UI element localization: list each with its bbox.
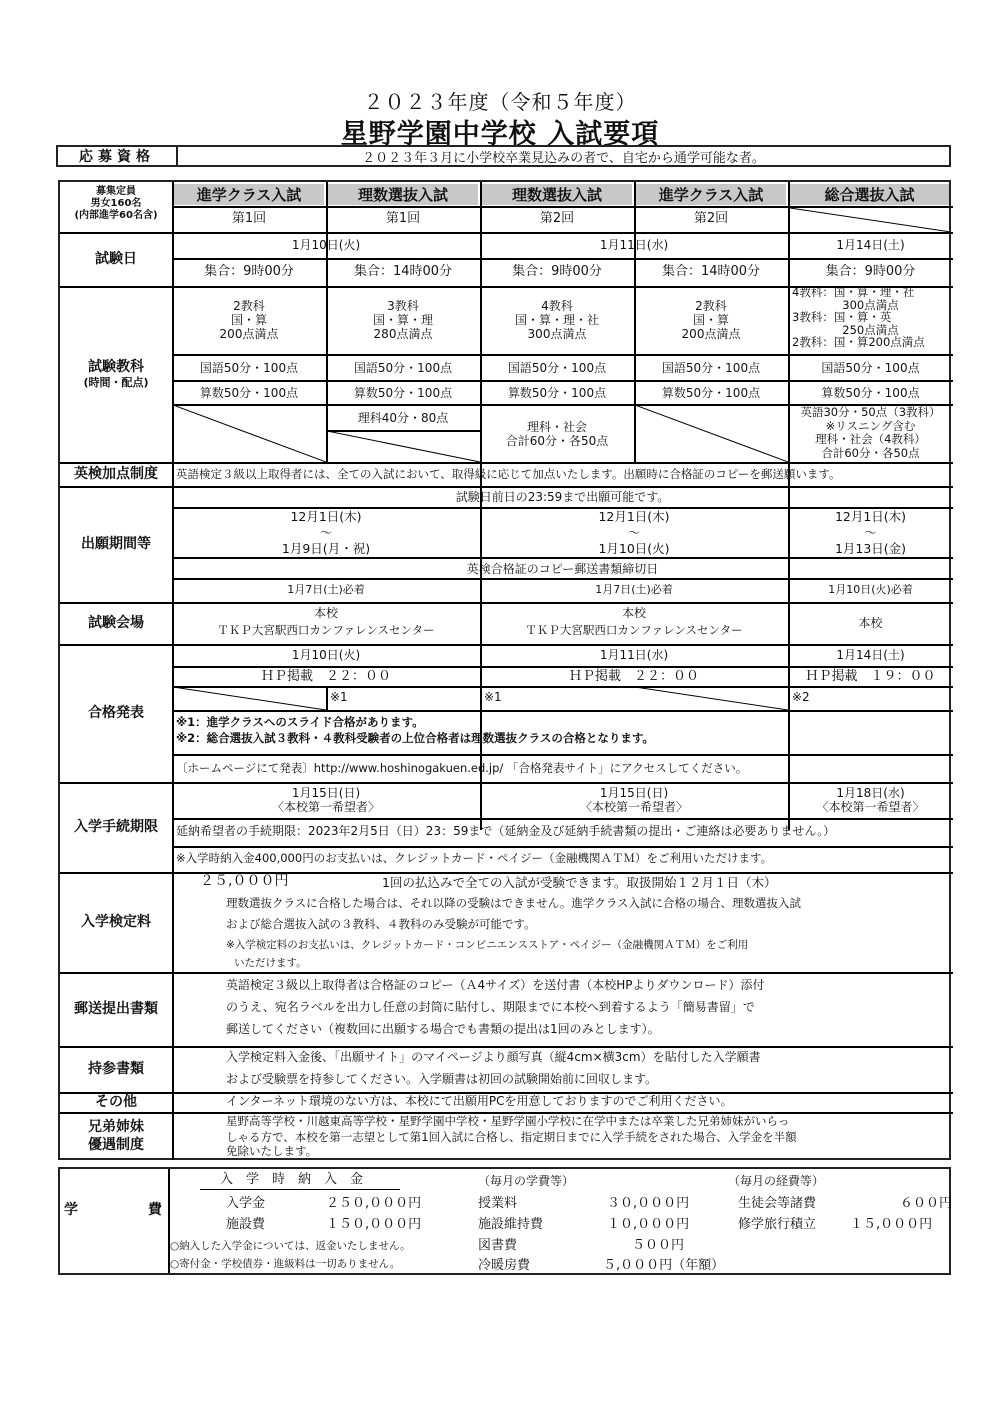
fee-line-4: いただけます。 [234, 957, 307, 969]
document-year-title: ２０２３年度（令和５年度） [363, 90, 637, 114]
result-time-3: ＨＰ掲載 １９：００ [805, 669, 936, 684]
entrance-item-name-2: 施設費 [226, 1217, 266, 1232]
fee-amount: ２５,０００円 [200, 873, 289, 889]
math-5: 算数50分・100点 [821, 386, 920, 400]
math-4: 算数50分・100点 [661, 386, 761, 400]
exam-round-2: 第1回 [385, 211, 421, 226]
qualification-row [56, 145, 951, 167]
exam-date-2: 1月11日(水) [599, 238, 669, 252]
other-text: インターネット環境のない方は、本校にて出願用PCを用意しておりますのでご利用ください。 [226, 1094, 733, 1108]
result-date-3: 1月14日(土) [836, 648, 905, 662]
application-period-3: 12月1日(木) 〜 1月13日(金) [834, 509, 907, 556]
subjects-label: 試験教科 (時間・配点) [83, 359, 149, 389]
monthly-item-name-4: 冷暖房費 [478, 1258, 531, 1273]
bring-docs-line-1: 入学検定料入金後、「出願サイト」のマイページより顔写真（縦4cm×横3cm）を貼付した入学願書 [226, 1050, 761, 1064]
mail-docs-label: 郵送提出書類 [74, 1001, 158, 1017]
science-2: 理科40分・80点 [357, 411, 449, 425]
sibling-label: 兄弟姉妹 優遇制度 [88, 1119, 144, 1153]
sci-soc-3: 理科・社会 合計60分・各50点 [505, 420, 609, 448]
fee-line-3: ※入学検定料のお支払いは、クレジットカード・コンビニエンスストア・ペイジー（金融機関ＡＴＭ）をご利用 [226, 939, 749, 951]
exam-round-4: 第2回 [693, 211, 729, 226]
procedure-label: 入学手続期限 [74, 819, 158, 835]
monthly-item-value-2: １０,０００円 [607, 1217, 690, 1232]
tuition-label-b: 費 [148, 1202, 162, 1218]
mail-docs-line-3: 郵送してください（複数回に出願する場合でも書類の提出は1回のみとします）。 [226, 1022, 660, 1036]
document-main-title: 星野学園中学校 入試要項 [340, 119, 660, 150]
tuition-table [58, 1167, 951, 1275]
application-label: 出願期間等 [81, 536, 151, 552]
mail-docs-line-2: のうえ、宛名ラベルを出力し任意の封筒に貼付し、期限までに本校へ到着するよう「簡易書留」で [226, 1000, 755, 1014]
result-note-2: ※2：総合選抜入試３教科・４教科受験者の上位合格者は理数選抜クラスの合格となります。 [176, 731, 654, 745]
exam-header-2: 理数選抜入試 [328, 184, 478, 205]
mail-docs-line-1: 英語検定３級以上取得者は合格証のコピー（Ａ4サイズ）を送付書（本校HPよりダウンロード）添付 [226, 978, 765, 992]
exam-day-label: 試験日 [95, 251, 137, 267]
results-label: 合格発表 [88, 705, 144, 721]
gather-time-5: 集合：9時00分 [825, 264, 916, 279]
venue-label: 試験会場 [88, 615, 144, 631]
entrance-item-value-1: ２５０,０００円 [326, 1196, 422, 1211]
result-note-1: ※1：進学クラスへのスライド合格があります。 [176, 715, 424, 729]
monthly-item-name-1: 授業料 [478, 1196, 518, 1211]
tuition-note-1: ○納入した入学金については、返金いたしません。 [170, 1240, 411, 1252]
qualification-text: ２０２３年３月に小学校卒業見込みの者で、自宅から通学可能な者。 [362, 150, 765, 166]
fee-label: 入学検定料 [81, 914, 151, 930]
application-note: 試験日前日の23:59まで出願可能です。 [455, 490, 670, 504]
japanese-3: 国語50分・100点 [507, 361, 607, 375]
monthly-item-value-1: ３０,０００円 [607, 1196, 690, 1211]
general-extra-subjects: 英語30分・50点（3教科） ※リスニング含む 理科・社会（4教科） 合計60分・各50点 [800, 405, 941, 460]
result-date-1: 1月10日(火) [291, 648, 361, 662]
gather-time-2: 集合：14時00分 [353, 264, 453, 279]
procedure-date-3: 1月18日(水) 〈本校第一希望者〉 [816, 786, 925, 814]
result-mark-2: ※1 [484, 690, 502, 704]
subjects-summary-1: 2教科 国・算 200点満点 [219, 299, 279, 341]
procedure-date-1: 1月15日(日) 〈本校第一希望者〉 [271, 786, 380, 814]
copy-deadline-title: 英検合格証のコピー郵送書類締切日 [466, 562, 659, 576]
entrance-header: 入 学 時 納 入 金 [220, 1172, 364, 1187]
sibling-line-1: 星野高等学校・川越東高等学校・星野学園中学校・星野学園小学校に在学中または卒業した兄弟姉妹がいらっ [226, 1114, 790, 1128]
tuition-label-a: 学 [64, 1202, 78, 1218]
subjects-summary-5: 4教科：国・算・理・社 300点満点 3教科：国・算・英 250点満点 2教科：国・算200点満点 [792, 285, 925, 350]
expense-item-name-1: 生徒会等諸費 [738, 1196, 817, 1211]
result-date-2: 1月11日(水) [599, 648, 669, 662]
result-web-info: 〔ホームページにて発表〕http://www.hoshinogakuen.ed.jp/ 「合格発表サイト」にアクセスしてください。 [176, 761, 748, 775]
result-mark-3: ※2 [792, 690, 810, 704]
subjects-summary-3: 4教科 国・算・理・社 300点満点 [514, 299, 599, 341]
monthly-item-value-3: ５００円 [632, 1238, 685, 1253]
math-1: 算数50分・100点 [199, 386, 299, 400]
gather-time-1: 集合：9時00分 [204, 264, 294, 279]
admission-table [58, 180, 951, 1160]
entrance-item-name-1: 入学金 [226, 1196, 266, 1211]
math-3: 算数50分・100点 [507, 386, 607, 400]
venue-main-1: 本校 ＴＫＰ大宮駅西口カンファレンスセンター [217, 606, 435, 637]
procedure-payment: ※入学時納入金400,000円のお支払いは、クレジットカード・ペイジー（金融機関ＡＴＭ）をご利用いただけます。 [176, 851, 773, 865]
other-label: その他 [95, 1094, 137, 1110]
result-time-2: ＨＰ掲載 ２２：００ [568, 669, 699, 684]
copy-deadline-1: 1月7日(土)必着 [287, 583, 365, 596]
result-mark-1: ※1 [330, 690, 348, 704]
fee-line-2: および総合選抜入試の３教科、４教科のみ受験が可能です。 [226, 917, 536, 931]
monthly-header: （毎月の学費等） [478, 1174, 575, 1188]
sibling-line-2: しゃる方で、本校を第一志望として第1回入試に合格し、指定期日までに入学手続をされた場合、入学金を半額 [226, 1130, 797, 1144]
sibling-line-3: 免除いたします。 [226, 1144, 318, 1158]
expense-item-value-1: ６００円 [900, 1196, 953, 1211]
procedure-deferred: 延納希望者の手続期限：2023年2月5日（日）23：59まで（延納金及び延納手続書類の提出・ご連絡は必要ありません。） [176, 824, 836, 838]
venue-general: 本校 [858, 616, 883, 630]
expense-item-value-2: １５,０００円 [850, 1217, 933, 1232]
eiken-text: 英語検定３級以上取得者には、全ての入試において、取得級に応じて加点いたします。出願時に合格証のコピーを郵送願います。 [176, 467, 841, 481]
exam-round-1: 第1回 [231, 211, 267, 226]
application-period-2: 12月1日(木) 〜 1月10日(火) [598, 509, 670, 556]
tuition-note-2: ○寄付金・学校債券・進級料は一切ありません。 [170, 1258, 401, 1270]
qualification-label: 応募資格 [58, 147, 178, 165]
monthly-item-value-4: ５,０００円（年額） [603, 1258, 725, 1273]
entrance-item-value-2: １５０,０００円 [326, 1217, 422, 1232]
subjects-summary-4: 2教科 国・算 200点満点 [681, 299, 741, 341]
fee-line-1: 理数選抜クラスに合格した場合は、それ以降の受験はできません。進学クラス入試に合格の場合、理数選抜入試 [226, 896, 801, 910]
exam-header-1: 進学クラス入試 [174, 184, 324, 205]
fee-amount-note: 1回の払込みで全ての入試が受験できます。取扱開始１２月１日（木） [382, 875, 777, 890]
gather-time-4: 集合：14時00分 [661, 264, 761, 279]
subjects-summary-2: 3教科 国・算・理 280点満点 [372, 299, 433, 341]
exam-header-5: 総合選抜入試 [790, 184, 949, 205]
bring-docs-line-2: および受験票を持参してください。入学願書は初回の試験開始前に回収します。 [226, 1072, 658, 1086]
capacity-label: 募集定員 男女160名 (内部進学60名含) [74, 186, 158, 221]
expense-header: （毎月の経費等） [728, 1174, 825, 1188]
japanese-4: 国語50分・100点 [661, 361, 761, 375]
exam-round-3: 第2回 [539, 211, 575, 226]
japanese-1: 国語50分・100点 [199, 361, 299, 375]
japanese-5: 国語50分・100点 [821, 361, 920, 375]
monthly-item-name-3: 図書費 [478, 1238, 518, 1253]
exam-date-1: 1月10日(火) [291, 238, 361, 252]
exam-header-4: 進学クラス入試 [636, 184, 786, 205]
expense-item-name-2: 修学旅行積立 [738, 1217, 817, 1232]
result-time-1: ＨＰ掲載 ２２：００ [260, 669, 391, 684]
gather-time-3: 集合：9時00分 [512, 264, 602, 279]
application-period-1: 12月1日(木) 〜 1月9日(月・祝) [281, 509, 371, 556]
japanese-2: 国語50分・100点 [353, 361, 453, 375]
bring-docs-label: 持参書類 [88, 1061, 144, 1077]
eiken-label: 英検加点制度 [74, 466, 158, 482]
exam-header-3: 理数選抜入試 [482, 184, 632, 205]
copy-deadline-3: 1月10日(火)必着 [828, 583, 913, 596]
copy-deadline-2: 1月7日(土)必着 [595, 583, 673, 596]
venue-main-2: 本校 ＴＫＰ大宮駅西口カンファレンスセンター [525, 606, 743, 637]
math-2: 算数50分・100点 [353, 386, 453, 400]
exam-date-3: 1月14日(土) [836, 238, 905, 252]
monthly-item-name-2: 施設維持費 [478, 1217, 544, 1232]
procedure-date-2: 1月15日(日) 〈本校第一希望者〉 [579, 786, 688, 814]
